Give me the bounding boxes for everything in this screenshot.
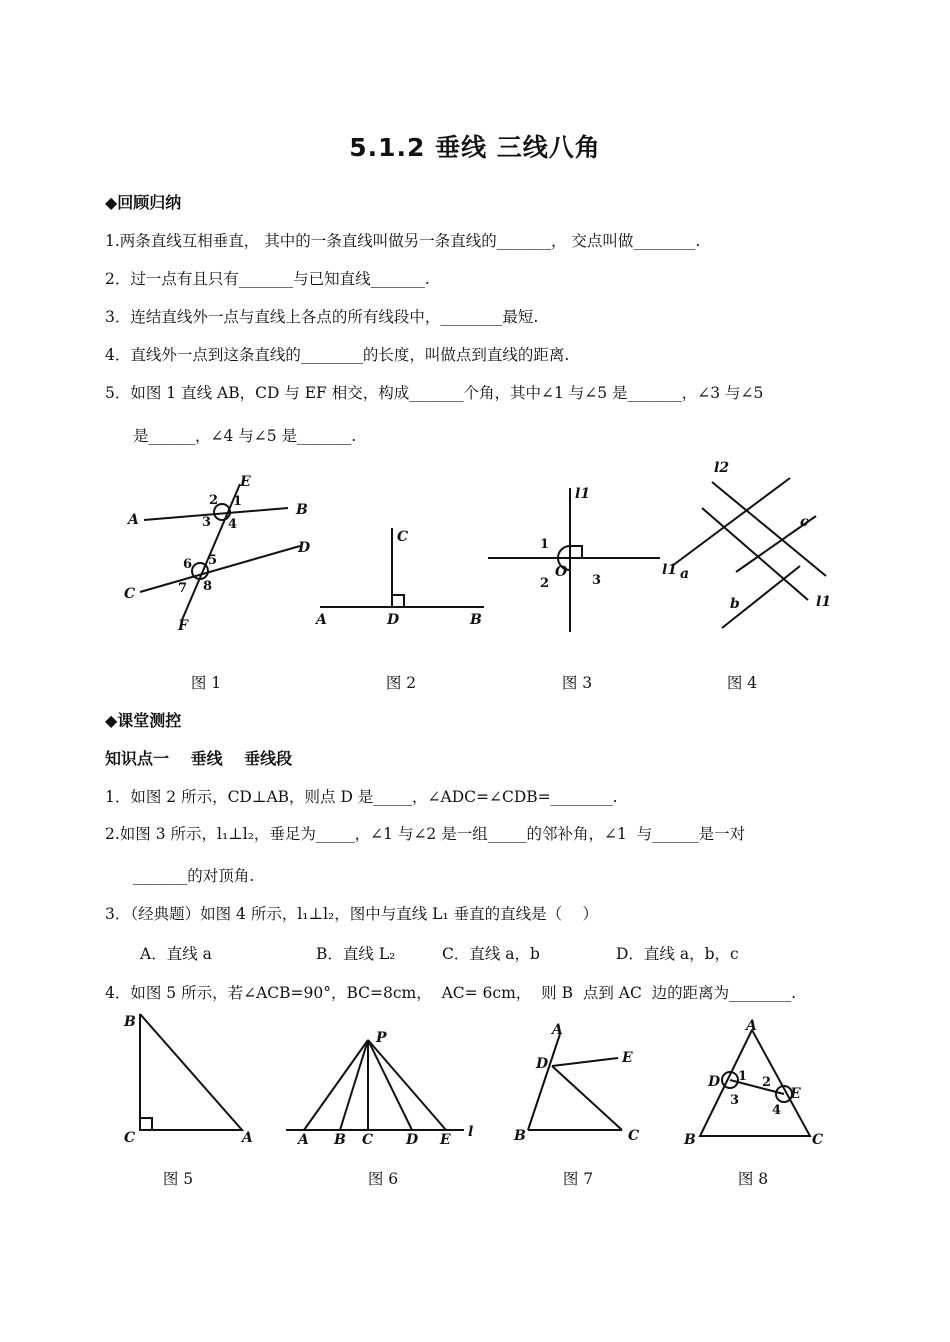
caption-fig7: 图 7	[562, 1170, 594, 1188]
fig4-label: a	[680, 566, 690, 582]
fig1-label: F	[178, 618, 188, 634]
fig1-label: B	[296, 502, 308, 518]
fig6-label: B	[334, 1132, 346, 1148]
fig1-label: A	[128, 512, 139, 528]
fig5-label: A	[242, 1130, 253, 1146]
fig4-label: c	[800, 514, 809, 530]
fig1-label: 6	[183, 557, 193, 572]
option-b: B．直线 L₂	[316, 945, 396, 963]
fig7-label: C	[628, 1128, 640, 1144]
fig4-label: l1	[816, 594, 832, 610]
fig1-label: 7	[178, 581, 188, 596]
fig1-label: 5	[208, 553, 218, 568]
fig6-label: l	[468, 1124, 474, 1140]
fig1-label: 2	[209, 493, 219, 508]
fig8-label: A	[746, 1018, 757, 1034]
fig6-label: P	[376, 1030, 387, 1046]
fig3-label: 1	[540, 537, 550, 552]
fig1-label: 3	[202, 515, 212, 530]
classroom-item-2-cont: _______的对顶角.	[133, 867, 255, 885]
figure-6	[286, 1030, 473, 1148]
classroom-item-3: 3．（经典题）如图 4 所示，l₁⊥l₂，图中与直线 L₁ 垂直的直线是（ ）	[105, 905, 599, 923]
caption-fig4: 图 4	[726, 674, 758, 692]
option-d: D．直线 a，b，c	[616, 945, 739, 963]
fig3-label: l1	[575, 486, 591, 502]
fig6-label: C	[362, 1132, 374, 1148]
fig5-label: C	[124, 1130, 136, 1146]
caption-fig3: 图 3	[561, 674, 593, 692]
caption-fig8: 图 8	[737, 1170, 769, 1188]
fig8-label: 2	[762, 1075, 772, 1090]
fig3-label: 2	[540, 576, 550, 591]
figure-8	[683, 1018, 823, 1148]
fig4-label: b	[730, 596, 740, 612]
fig7-label: A	[552, 1022, 563, 1038]
caption-fig2: 图 2	[385, 674, 417, 692]
fig4-label: l2	[714, 460, 730, 476]
fig2-label: D	[387, 612, 400, 628]
fig6-label: D	[406, 1132, 419, 1148]
review-item-4: 4．直线外一点到这条直线的________的长度，叫做点到直线的距离.	[105, 346, 570, 364]
figure-5	[123, 1014, 253, 1146]
caption-fig6: 图 6	[367, 1170, 399, 1188]
classroom-heading: ◆课堂测控	[105, 711, 182, 730]
review-item-5: 5．如图 1 直线 AB，CD 与 EF 相交，构成_______个角，其中∠1 与∠5 是_______，∠3 与∠5	[105, 384, 764, 402]
fig1-label: D	[298, 540, 311, 556]
fig8-label: 1	[738, 1069, 748, 1084]
caption-fig1: 图 1	[190, 674, 222, 692]
fig8-label: D	[708, 1074, 721, 1090]
fig8-label: 3	[730, 1093, 740, 1108]
review-item-2: 2．过一点有且只有_______与已知直线_______.	[105, 270, 430, 288]
fig1-label: 8	[203, 579, 213, 594]
fig2-label: A	[316, 612, 327, 628]
review-item-3: 3．连结直线外一点与直线上各点的所有线段中，________最短.	[105, 308, 539, 326]
knowledge-point-heading: 知识点一 垂线 垂线段	[105, 749, 293, 768]
fig7-label: B	[514, 1128, 526, 1144]
caption-fig5: 图 5	[162, 1170, 194, 1188]
fig8-label: E	[790, 1086, 801, 1102]
fig1-label: C	[124, 586, 136, 602]
fig3-label: l1	[662, 562, 678, 578]
classroom-item-2: 2.如图 3 所示，l₁⊥l₂，垂足为_____，∠1 与∠2 是一组_____的邻补角，∠1 与______是一对	[105, 825, 746, 843]
fig1-label: E	[240, 474, 251, 490]
fig1-label: 4	[228, 517, 238, 532]
option-a: A．直线 a	[140, 945, 212, 963]
fig8-label: C	[812, 1132, 824, 1148]
fig6-label: E	[440, 1132, 451, 1148]
fig7-label: D	[536, 1056, 549, 1072]
fig3-label: 3	[592, 573, 602, 588]
fig6-label: A	[298, 1132, 309, 1148]
fig2-label: B	[470, 612, 482, 628]
figure-7	[513, 1022, 639, 1144]
fig2-label: C	[397, 529, 409, 545]
review-heading: ◆回顾归纳	[105, 193, 182, 212]
review-item-5-cont: 是______，∠4 与∠5 是_______.	[133, 427, 357, 445]
option-c: C．直线 a，b	[442, 945, 540, 963]
classroom-item-1: 1．如图 2 所示，CD⊥AB，则点 D 是_____，∠ADC=∠CDB=________.	[105, 788, 618, 806]
fig3-label: O	[555, 564, 568, 580]
fig5-label: B	[124, 1014, 136, 1030]
fig1-label: 1	[233, 494, 243, 509]
classroom-item-4: 4．如图 5 所示，若∠ACB=90°，BC=8cm， AC= 6cm， 则 B 点到 AC 边的距离为________.	[105, 984, 797, 1002]
fig7-label: E	[622, 1050, 633, 1066]
review-item-1: 1.两条直线互相垂直， 其中的一条直线叫做另一条直线的_______， 交点叫做________.	[105, 232, 701, 250]
page-title: 5.1.2 垂线 三线八角	[349, 133, 601, 162]
fig8-label: B	[684, 1132, 696, 1148]
fig8-label: 4	[772, 1103, 782, 1118]
